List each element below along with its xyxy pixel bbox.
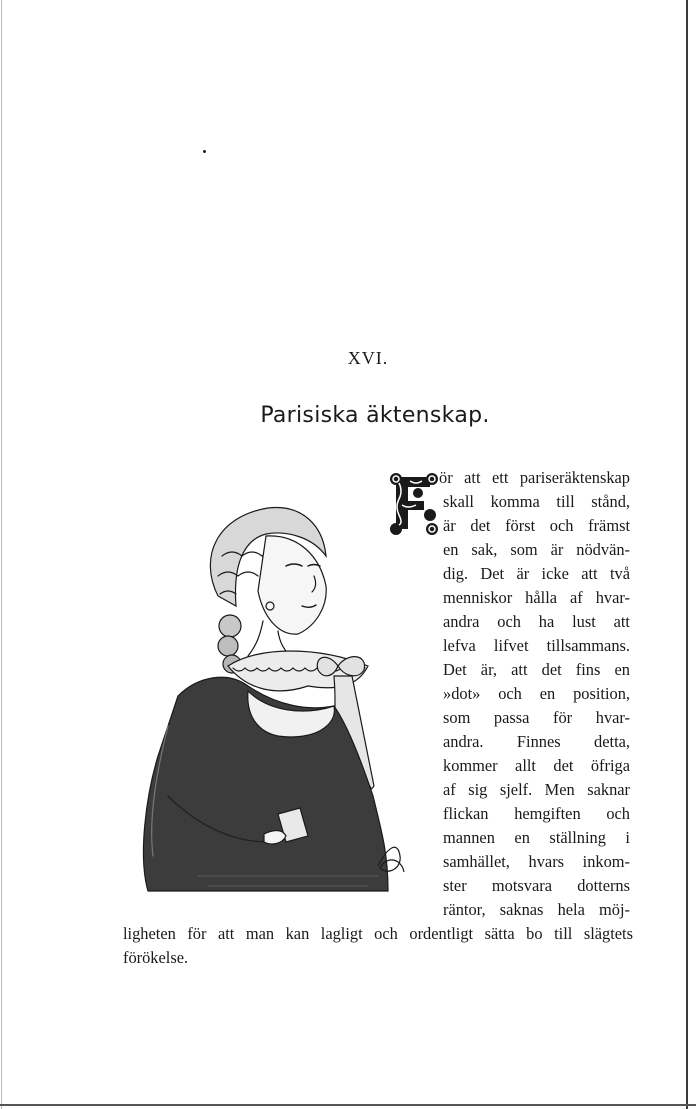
page-edge-bottom xyxy=(0,1104,696,1106)
decorative-initial-icon xyxy=(388,471,440,537)
text-line: samhället, hvars inkom- xyxy=(443,852,630,871)
text-line: räntor, saknas hela möj- xyxy=(443,900,630,919)
text-line: kommer allt det öfriga xyxy=(443,756,630,775)
text-line: är det först och främst xyxy=(443,516,630,535)
paper-speck xyxy=(203,150,206,153)
text-line: förökelse. xyxy=(123,948,189,967)
page-edge-left xyxy=(1,0,2,1109)
text-line: »dot» och en position, xyxy=(443,684,630,703)
woman-portrait-illustration xyxy=(138,496,428,896)
text-line: andra. Finnes detta, xyxy=(443,732,630,751)
text-line: menniskor hålla af hvar- xyxy=(443,588,630,607)
text-line: ör att ett pariseräktenskap xyxy=(439,468,630,487)
text-line: lefva lifvet tillsammans. xyxy=(443,636,630,655)
text-line: som passa för hvar- xyxy=(443,708,630,727)
text-line: af sig sjelf. Men saknar xyxy=(443,780,630,799)
text-line: dig. Det är icke att två xyxy=(443,564,630,583)
text-line: ster motsvara dotterns xyxy=(443,876,630,895)
chapter-title: Parisiska äktenskap. xyxy=(260,403,490,428)
text-line: ligheten för att man kan lagligt och ordentligt sätta bo till slägtets xyxy=(123,924,633,943)
chapter-number: XVI. xyxy=(347,348,389,368)
text-line: flickan hemgiften och xyxy=(443,804,630,823)
text-line: mannen en ställning i xyxy=(443,828,630,847)
page-edge-right xyxy=(686,0,688,1109)
text-line: Det är, att det fins en xyxy=(443,660,630,679)
text-line: skall komma till stånd, xyxy=(443,492,630,511)
text-line: en sak, som är nödvän- xyxy=(443,540,630,559)
text-line: andra och ha lust att xyxy=(443,612,630,631)
